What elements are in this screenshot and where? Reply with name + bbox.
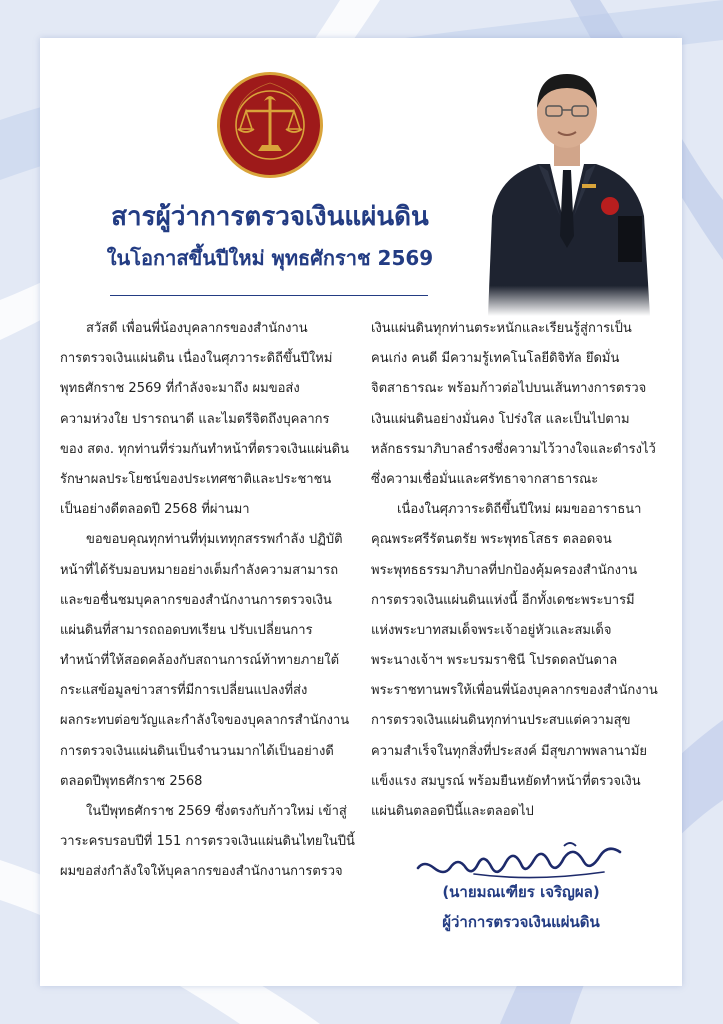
body-line: พระราชทานพรให้เพื่อนพี่น้องบุคลากรของสำนักงาน bbox=[371, 683, 658, 699]
body-line: แข็งแรง สมบูรณ์ พร้อมยืนหยัดทำหน้าที่ตรวจเงิน bbox=[371, 773, 641, 789]
body-line: พุทธศักราช 2569 ที่กำลังจะมาถึง ผมขอส่ง bbox=[60, 381, 300, 397]
body-line: การตรวจเงินแผ่นดินทุกท่านประสบแต่ความสุข bbox=[371, 713, 631, 729]
body-line: ในปีพุทธศักราช 2569 ซึ่งตรงกับก้าวใหม่ เข้าสู่ bbox=[86, 804, 347, 819]
body-line: พระนางเจ้าฯ พระบรมราชินี โปรดดลบันดาล bbox=[371, 653, 618, 669]
body-line: ผมขอส่งกำลังใจให้บุคลากรของสำนักงานการตรวจ bbox=[60, 864, 343, 880]
body-line: หลักธรรมาภิบาลธำรงซึ่งความไว้วางใจและดำรงไว้ bbox=[371, 441, 656, 457]
body-line: คนเก่ง คนดี มีความรู้เทคโนโลยีดิจิทัล ยึดมั่น bbox=[371, 351, 620, 367]
body-line: ขอขอบคุณทุกท่านที่ทุ่มเททุกสรรพกำลัง ปฏิบัติ bbox=[86, 532, 343, 548]
body-line: ความสำเร็จในทุกสิ่งที่ประสงค์ มีสุขภาพพลานามัย bbox=[371, 743, 648, 759]
body-line: พระพุทธธรรมาภิบาลที่ปกป้องคุ้มครองสำนักงาน bbox=[371, 562, 638, 578]
body-line: เงินแผ่นดินทุกท่านตระหนักและเรียนรู้สู่การเป็น bbox=[371, 321, 632, 336]
body-line: แผ่นดินตลอดปีนี้และตลอดไป bbox=[371, 804, 534, 819]
body-line: จิตสาธารณะ พร้อมก้าวต่อไปบนเส้นทางการตรวจ bbox=[371, 381, 647, 397]
handwritten-signature-icon bbox=[414, 838, 624, 884]
body-line: การตรวจเงินแผ่นดินแห่งนี้ อีกทั้งเดชะพระบารมี bbox=[371, 592, 635, 608]
body-line: ตลอดปีพุทธศักราช 2568 bbox=[60, 773, 203, 789]
body-line: กระแสข้อมูลข่าวสารที่มีการเปลี่ยนแปลงที่ส่ง bbox=[60, 683, 308, 699]
body-line: และขอชื่นชมบุคลากรของสำนักงานการตรวจเงิน bbox=[60, 592, 332, 608]
body-line: ของ สตง. ทุกท่านที่ร่วมกันทำหน้าที่ตรวจเงินแผ่นดิน bbox=[60, 441, 349, 457]
body-line: แห่งพระบาทสมเด็จพระเจ้าอยู่หัวและสมเด็จ bbox=[371, 622, 612, 638]
body-line: เป็นอย่างดีตลอดปี 2568 ที่ผ่านมา bbox=[60, 502, 250, 518]
body-line: เนื่องในศุภวาระดิถีขึ้นปีใหม่ ผมขออาราธนา bbox=[397, 502, 642, 518]
body-line: วาระครบรอบปีที่ 151 การตรวจเงินแผ่นดินไทยในปีนี้ bbox=[60, 834, 355, 850]
body-line: การตรวจเงินแผ่นดิน เนื่องในศุภวาระดิถีขึ้นปีใหม่ bbox=[60, 351, 333, 367]
body-line: ซึ่งความเชื่อมั่นและศรัทธาจากสาธารณะ bbox=[371, 471, 599, 487]
body-line: หน้าที่ได้รับมอบหมายอย่างเต็มกำลังความสามารถ bbox=[60, 562, 339, 578]
body-line: ความห่วงใย ปรารถนาดี และไมตรีจิตถึงบุคลากร bbox=[60, 411, 330, 427]
title-divider bbox=[110, 295, 428, 296]
body-line: ผลกระทบต่อขวัญและกำลังใจของบุคลากรสำนักงาน bbox=[60, 713, 350, 729]
body-line: แผ่นดินที่สามารถถอดบทเรียน ปรับเปลี่ยนการ bbox=[60, 622, 313, 638]
page-subtitle: ในโอกาสขึ้นปีใหม่ พุทธศักราช 2569 bbox=[106, 246, 434, 270]
body-line: ทำหน้าที่ให้สอดคล้องกับสถานการณ์ท้าทายภายใต้ bbox=[60, 653, 340, 669]
signer-name: (นายมณเฑียร เจริญผล) bbox=[442, 883, 600, 901]
body-line: การตรวจเงินแผ่นดินเป็นจำนวนมากได้เป็นอย่างดี bbox=[60, 743, 334, 759]
body-column-left bbox=[60, 314, 360, 888]
body-line: คุณพระศรีรัตนตรัย พระพุทธโสธร ตลอดจน bbox=[371, 532, 612, 548]
body-column-right bbox=[371, 314, 663, 827]
body-line: รักษาผลประโยชน์ของประเทศชาติและประชาชน bbox=[60, 471, 332, 487]
page-title: สารผู้ว่าการตรวจเงินแผ่นดิน bbox=[111, 202, 429, 232]
body-line: สวัสดี เพื่อนพี่น้องบุคลากรของสำนักงาน bbox=[86, 321, 308, 336]
governor-portrait-icon bbox=[478, 66, 656, 316]
audit-office-seal-icon bbox=[216, 71, 324, 179]
body-line: เงินแผ่นดินอย่างมั่นคง โปร่งใส และเป็นไปตาม bbox=[371, 411, 630, 427]
signer-title: ผู้ว่าการตรวจเงินแผ่นดิน bbox=[442, 913, 600, 931]
